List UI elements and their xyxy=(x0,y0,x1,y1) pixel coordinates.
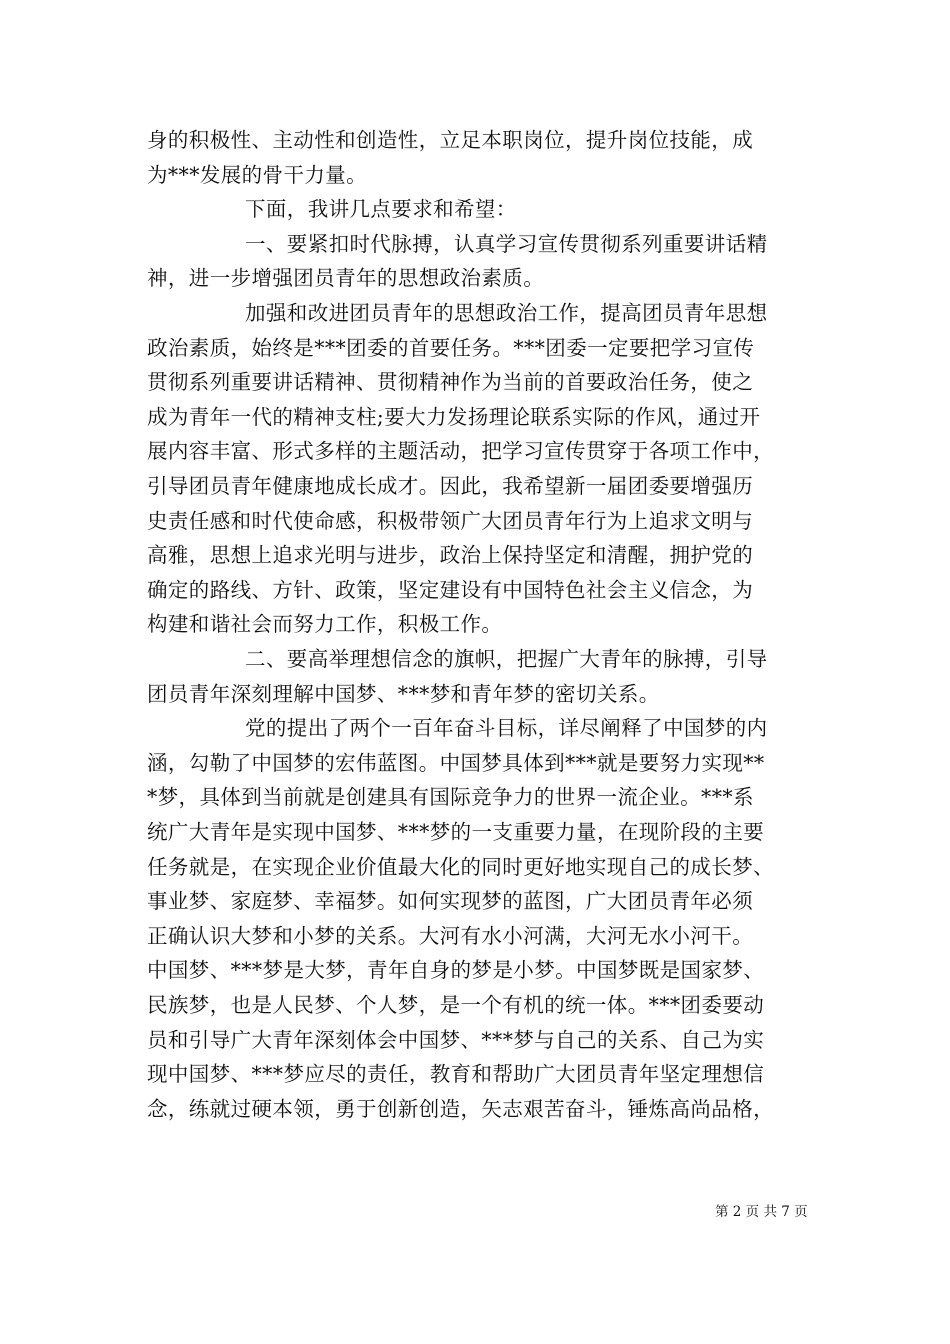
text-line: 员和引导广大青年深刻体会中国梦、***梦与自己的关系、自己为实 xyxy=(147,1027,765,1052)
text-line: 涵，勾勒了中国梦的宏伟蓝图。中国梦具体到***就是要努力实现** xyxy=(147,750,765,775)
text-line: 现中国梦、***梦应尽的责任，教育和帮助广大团员青年坚定理想信 xyxy=(147,1062,765,1087)
text-line: 高雅，思想上追求光明与进步，政治上保持坚定和清醒，拥护党的 xyxy=(147,543,754,568)
text-line: 党的提出了两个一百年奋斗目标，详尽阐释了中国梦的内 xyxy=(245,716,768,741)
text-line: 政治素质，始终是***团委的首要任务。***团委一定要把学习宣传 xyxy=(147,335,755,360)
text-line: 任务就是，在实现企业价值最大化的同时更好地实现自己的成长梦、 xyxy=(147,854,774,879)
text-line: 一、要紧扣时代脉搏，认真学习宣传贯彻系列重要讲话精 xyxy=(245,231,768,256)
text-line: 身的积极性、主动性和创造性，立足本职岗位，提升岗位技能，成 xyxy=(147,128,754,152)
text-line: 民族梦，也是人民梦、个人梦，是一个有机的统一体。***团委要动 xyxy=(147,993,765,1017)
text-line: 确定的路线、方针、政策，坚定建设有中国特色社会主义信念，为 xyxy=(147,577,754,602)
text-line: 神，进一步增强团员青年的思想政治素质。 xyxy=(147,266,545,291)
text-line: 正确认识大梦和小梦的关系。大河有水小河满，大河无水小河干。 xyxy=(147,923,754,948)
text-line: 念，练就过硬本领，勇于创新创造，矢志艰苦奋斗，锤炼高尚品格， xyxy=(147,1096,774,1121)
page-footer: 第 2 页 共 7 页 xyxy=(715,1204,808,1220)
text-line: 二、要高举理想信念的旗帜，把握广大青年的脉搏，引导 xyxy=(245,647,768,671)
text-line: 中国梦、***梦是大梦，青年自身的梦是小梦。中国梦既是国家梦、 xyxy=(147,958,765,983)
text-line: 团员青年深刻理解中国梦、***梦和青年梦的密切关系。 xyxy=(147,681,660,706)
text-line: 下面，我讲几点要求和希望： xyxy=(245,197,517,222)
text-line: 贯彻系列重要讲话精神、贯彻精神作为当前的首要政治任务，使之 xyxy=(147,370,754,395)
text-line: 统广大青年是实现中国梦、***梦的一支重要力量，在现阶段的主要 xyxy=(147,820,765,844)
text-line: *梦，具体到当前就是创建具有国际竞争力的世界一流企业。***系 xyxy=(147,785,754,810)
text-line: 加强和改进团员青年的思想政治工作，提高团员青年思想 xyxy=(245,301,768,325)
text-line: 引导团员青年健康地成长成才。因此，我希望新一届团委要增强历 xyxy=(147,474,754,498)
text-line: 史责任感和时代使命感，积极带领广大团员青年行为上追求文明与 xyxy=(147,508,754,533)
text-line: 为***发展的骨干力量。 xyxy=(147,162,368,187)
text-line: 展内容丰富、形式多样的主题活动，把学习宣传贯穿于各项工作中， xyxy=(147,439,774,464)
text-line: 成为青年一代的精神支柱;要大力发扬理论联系实际的作风，通过开 xyxy=(147,404,761,429)
text-line: 构建和谐社会而努力工作，积极工作。 xyxy=(147,612,503,637)
text-line: 事业梦、家庭梦、幸福梦。如何实现梦的蓝图，广大团员青年必须 xyxy=(147,889,754,914)
